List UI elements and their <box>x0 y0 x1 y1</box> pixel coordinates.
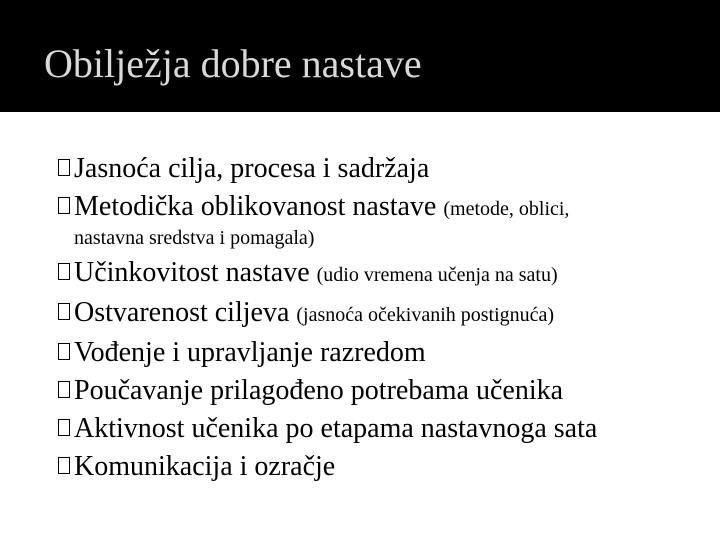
bullet-item <box>54 334 714 372</box>
bullet-marker-icon <box>58 159 70 176</box>
bullet-marker-icon <box>58 457 70 474</box>
bullet-text: Metodička oblikovanost nastave <box>74 191 444 222</box>
bullet-continuation: nastavna sredstva i pomagala) <box>74 227 315 249</box>
bullet-text: Ostvarenost ciljeva <box>74 297 297 328</box>
bullet-text: Učinkovitost nastave <box>74 257 317 288</box>
bullet-marker-icon <box>58 343 70 360</box>
bullet-text: Aktivnost učenika po etapama nastavnoga sata <box>74 413 598 444</box>
bullet-marker-icon <box>58 381 70 398</box>
bullet-text: Vođenje i upravljanje razredom <box>74 337 426 368</box>
bullet-note: (jasnoća očekivanih postignuća) <box>296 304 555 326</box>
title-bar <box>0 0 720 112</box>
bullet-marker-icon <box>58 419 70 436</box>
bullet-text: Poučavanje prilagođeno potrebama učenika <box>74 375 564 406</box>
bullet-marker-icon <box>58 263 70 280</box>
bullet-note: (metode, oblici, <box>443 198 570 220</box>
bullet-marker-icon <box>58 197 70 214</box>
bullet-item <box>54 372 714 410</box>
bullet-item <box>54 410 714 448</box>
bullet-item <box>54 150 714 188</box>
bullet-item <box>54 188 714 228</box>
bullet-item <box>54 254 714 294</box>
bullet-text: Komunikacija i ozračje <box>74 451 336 482</box>
slide-title: Obilježja dobre nastave <box>44 41 422 86</box>
bullet-list <box>54 150 714 486</box>
bullet-item <box>54 294 714 334</box>
bullet-item <box>54 448 714 486</box>
bullet-marker-icon <box>58 303 70 320</box>
bullet-note: (udio vremena učenja na satu) <box>316 264 558 286</box>
bullet-text: Jasnoća cilja, procesa i sadržaja <box>74 153 430 184</box>
